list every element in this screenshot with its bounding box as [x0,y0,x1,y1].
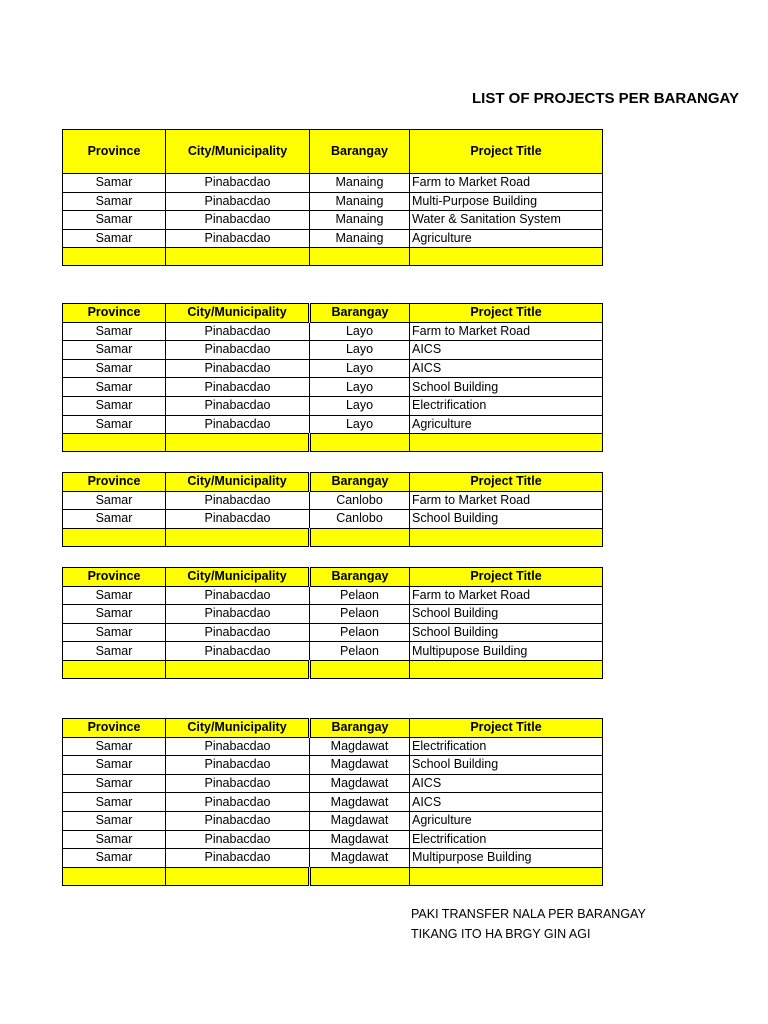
cell-city: Pinabacdao [166,396,310,415]
header-barangay: Barangay [310,304,410,323]
cell-barangay: Manaing [310,192,410,211]
cell-city: Pinabacdao [166,378,310,397]
header-project-title: Project Title [410,719,603,738]
cell-project: Farm to Market Road [410,586,603,605]
cell-province: Samar [63,211,166,230]
cell-province: Samar [63,605,166,624]
header-project-title: Project Title [410,304,603,323]
cell-project: Multi-Purpose Building [410,192,603,211]
header-barangay: Barangay [310,130,410,174]
cell-project: Electrification [410,830,603,849]
cell-province: Samar [63,737,166,756]
cell-barangay: Layo [310,341,410,360]
cell-city: Pinabacdao [166,830,310,849]
cell-barangay: Pelaon [310,642,410,661]
cell-province: Samar [63,322,166,341]
cell-barangay: Magdawat [310,737,410,756]
note-line-2: TIKANG ITO HA BRGY GIN AGI [411,927,591,941]
empty-yellow-row [63,434,603,452]
cell-project: Agriculture [410,229,603,248]
cell-province: Samar [63,811,166,830]
cell-barangay: Manaing [310,211,410,230]
cell-barangay: Layo [310,322,410,341]
cell-province: Samar [63,849,166,868]
cell-city: Pinabacdao [166,737,310,756]
cell-province: Samar [63,774,166,793]
header-city-municipality: City/Municipality [166,130,310,174]
cell-city: Pinabacdao [166,192,310,211]
table-header-row [63,473,603,492]
table-row [63,415,603,434]
cell-province: Samar [63,586,166,605]
cell-project: Water & Sanitation System [410,211,603,230]
cell-project: School Building [410,756,603,775]
cell-province: Samar [63,396,166,415]
cell-barangay: Canlobo [310,510,410,529]
cell-city: Pinabacdao [166,491,310,510]
cell-project: AICS [410,793,603,812]
project-table-pelaon [62,567,563,679]
cell-barangay: Magdawat [310,811,410,830]
header-project-title: Project Title [410,568,603,587]
empty-yellow-row [63,660,603,678]
table-row [63,192,603,211]
cell-project: Multipurpose Building [410,849,603,868]
cell-project: Multipupose Building [410,642,603,661]
cell-province: Samar [63,415,166,434]
cell-province: Samar [63,174,166,193]
table-row [63,642,603,661]
cell-city: Pinabacdao [166,359,310,378]
cell-city: Pinabacdao [166,510,310,529]
cell-project: Agriculture [410,811,603,830]
empty-yellow-row [63,867,603,885]
cell-barangay: Pelaon [310,623,410,642]
cell-barangay: Pelaon [310,586,410,605]
cell-city: Pinabacdao [166,774,310,793]
cell-project: School Building [410,510,603,529]
table-row [63,341,603,360]
cell-city: Pinabacdao [166,322,310,341]
cell-province: Samar [63,192,166,211]
cell-city: Pinabacdao [166,623,310,642]
cell-barangay: Magdawat [310,830,410,849]
cell-city: Pinabacdao [166,229,310,248]
cell-barangay: Layo [310,359,410,378]
cell-barangay: Magdawat [310,774,410,793]
table-row [63,737,603,756]
header-barangay: Barangay [310,473,410,492]
table-row [63,322,603,341]
cell-barangay: Manaing [310,174,410,193]
cell-project: School Building [410,623,603,642]
cell-province: Samar [63,341,166,360]
cell-barangay: Magdawat [310,793,410,812]
cell-barangay: Layo [310,378,410,397]
project-table-manaing [62,129,563,266]
cell-project: Farm to Market Road [410,174,603,193]
table-row [63,849,603,868]
cell-project: Farm to Market Road [410,491,603,510]
table-row [63,605,603,624]
note-line-1: PAKI TRANSFER NALA PER BARANGAY [411,907,646,921]
table-header-row [63,130,603,174]
cell-project: School Building [410,605,603,624]
table-row [63,623,603,642]
cell-project: AICS [410,774,603,793]
table-row [63,229,603,248]
cell-barangay: Magdawat [310,849,410,868]
cell-city: Pinabacdao [166,756,310,775]
header-project-title: Project Title [410,473,603,492]
cell-city: Pinabacdao [166,211,310,230]
header-city-municipality: City/Municipality [166,719,310,738]
cell-province: Samar [63,378,166,397]
cell-province: Samar [63,229,166,248]
header-province: Province [63,568,166,587]
header-city-municipality: City/Municipality [166,304,310,323]
cell-project: Electrification [410,396,603,415]
cell-city: Pinabacdao [166,793,310,812]
cell-province: Samar [63,510,166,529]
table-row [63,359,603,378]
cell-project: AICS [410,359,603,378]
cell-barangay: Pelaon [310,605,410,624]
header-city-municipality: City/Municipality [166,473,310,492]
cell-city: Pinabacdao [166,605,310,624]
table-row [63,586,603,605]
empty-yellow-row [63,528,603,546]
cell-project: Agriculture [410,415,603,434]
page-title: LIST OF PROJECTS PER BARANGAY [472,90,739,107]
cell-city: Pinabacdao [166,811,310,830]
cell-project: AICS [410,341,603,360]
cell-city: Pinabacdao [166,174,310,193]
cell-province: Samar [63,359,166,378]
table-row [63,396,603,415]
header-province: Province [63,130,166,174]
table-header-row [63,304,603,323]
table-row [63,811,603,830]
table-header-row [63,719,603,738]
cell-city: Pinabacdao [166,586,310,605]
cell-project: School Building [410,378,603,397]
table-row [63,378,603,397]
header-province: Province [63,304,166,323]
table-row [63,793,603,812]
table-row [63,830,603,849]
cell-province: Samar [63,491,166,510]
cell-barangay: Canlobo [310,491,410,510]
cell-city: Pinabacdao [166,642,310,661]
cell-province: Samar [63,830,166,849]
cell-project: Farm to Market Road [410,322,603,341]
cell-barangay: Layo [310,396,410,415]
table-row [63,774,603,793]
table-row [63,211,603,230]
empty-yellow-row [63,248,603,266]
project-table-canlobo [62,472,563,547]
cell-barangay: Layo [310,415,410,434]
header-city-municipality: City/Municipality [166,568,310,587]
table-row [63,756,603,775]
header-project-title: Project Title [410,130,603,174]
cell-province: Samar [63,756,166,775]
cell-project: Electrification [410,737,603,756]
table-header-row [63,568,603,587]
cell-barangay: Manaing [310,229,410,248]
header-barangay: Barangay [310,719,410,738]
cell-province: Samar [63,793,166,812]
cell-city: Pinabacdao [166,849,310,868]
table-row [63,174,603,193]
header-province: Province [63,719,166,738]
project-table-magdawat [62,718,563,886]
table-row [63,510,603,529]
header-barangay: Barangay [310,568,410,587]
cell-city: Pinabacdao [166,341,310,360]
cell-province: Samar [63,642,166,661]
cell-province: Samar [63,623,166,642]
table-row [63,491,603,510]
project-table-layo [62,303,563,452]
header-province: Province [63,473,166,492]
cell-barangay: Magdawat [310,756,410,775]
cell-city: Pinabacdao [166,415,310,434]
